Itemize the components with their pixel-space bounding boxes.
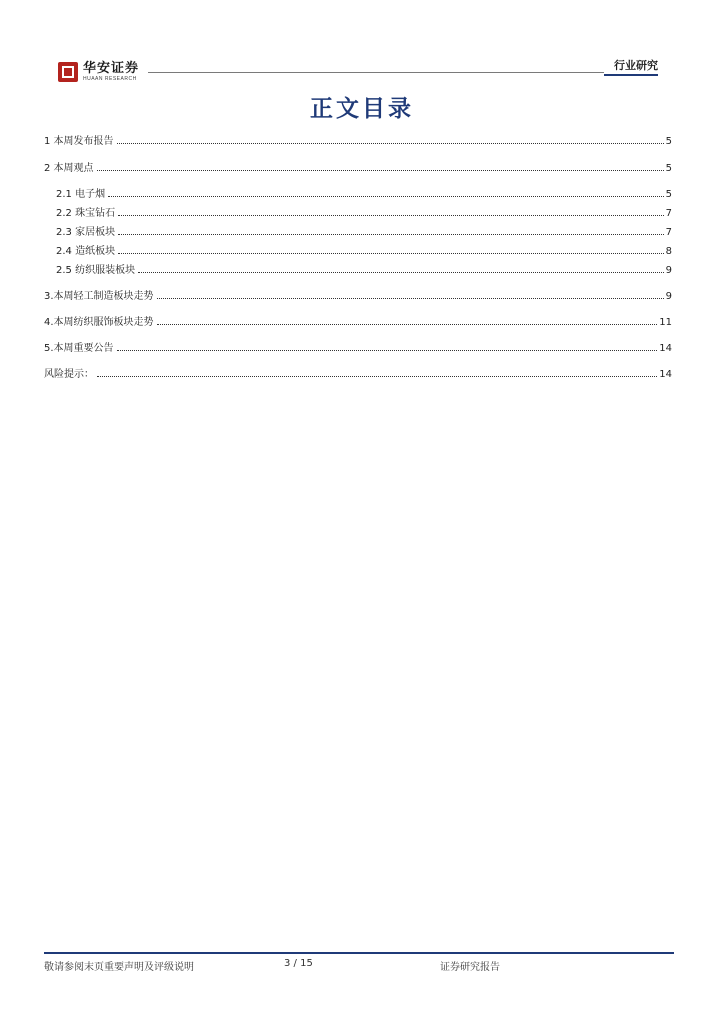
footer-report-type: 证券研究报告: [440, 962, 500, 973]
toc-entry[interactable]: [56, 264, 672, 278]
page-title: 正文目录: [310, 95, 414, 122]
toc-entry[interactable]: [44, 162, 672, 176]
toc-leader-dots: [97, 170, 664, 171]
toc-leader-dots: [108, 196, 664, 197]
toc-leader-dots: [117, 143, 664, 144]
company-logo: [58, 62, 139, 82]
toc-entry-page: 5: [665, 136, 672, 147]
footer-divider: [44, 952, 674, 954]
toc-entry-label: 2.2 珠宝钻石: [56, 208, 116, 219]
toc-entry[interactable]: [56, 226, 672, 240]
toc-entry-label: 2.4 造纸板块: [56, 246, 116, 257]
footer-page-number: 3 / 15: [284, 958, 313, 969]
toc-entry[interactable]: [44, 135, 672, 149]
toc-leader-dots: [157, 298, 664, 299]
toc-entry-label: 2.5 纺织服装板块: [56, 265, 136, 276]
toc-leader-dots: [118, 215, 664, 216]
toc-leader-dots: [118, 253, 664, 254]
toc-entry-label: 3.本周轻工制造板块走势: [44, 291, 154, 302]
toc-entry[interactable]: [44, 316, 672, 330]
toc-entry-label: 2.3 家居板块: [56, 227, 116, 238]
toc-leader-dots: [118, 234, 664, 235]
toc-entry-page: 9: [665, 291, 672, 302]
toc-entry-label: 4.本周纺织服饰板块走势: [44, 317, 154, 328]
header-divider: [148, 72, 658, 73]
toc-entry-page: 14: [659, 369, 672, 380]
toc-entry[interactable]: [44, 368, 672, 382]
toc-leader-dots: [97, 376, 657, 377]
toc-leader-dots: [157, 324, 658, 325]
logo-chinese-name: 华安证券: [83, 61, 140, 76]
toc-entry-label: 2.1 电子烟: [56, 189, 106, 200]
toc-entry-label: 2 本周观点: [44, 163, 94, 174]
footer-disclaimer: 敬请参阅末页重要声明及评级说明: [44, 962, 194, 973]
toc-entry[interactable]: [56, 245, 672, 259]
toc-entry-page: 7: [665, 208, 672, 219]
toc-entry[interactable]: [56, 188, 672, 202]
toc-entry[interactable]: [56, 207, 672, 221]
toc-entry-page: 8: [665, 246, 672, 257]
section-label: 行业研究: [604, 57, 658, 76]
toc-entry-page: 5: [665, 163, 672, 174]
toc-entry-page: 9: [665, 265, 672, 276]
toc-entry-label: 1 本周发布报告: [44, 136, 114, 147]
toc-entry-page: 14: [659, 343, 672, 354]
logo-seal-icon: [58, 62, 78, 82]
toc-entry[interactable]: [44, 290, 672, 304]
logo-english-name: HUAAN RESEARCH: [83, 76, 137, 82]
toc-entry-page: 7: [665, 227, 672, 238]
toc-entry-page: 11: [659, 317, 672, 328]
toc-leader-dots: [138, 272, 664, 273]
toc-entry[interactable]: [44, 342, 672, 356]
toc-entry-label: 风险提示：: [44, 369, 94, 380]
toc-leader-dots: [117, 350, 658, 351]
toc-entry-label: 5.本周重要公告: [44, 343, 114, 354]
toc-entry-page: 5: [665, 189, 672, 200]
logo-text: [83, 62, 139, 82]
